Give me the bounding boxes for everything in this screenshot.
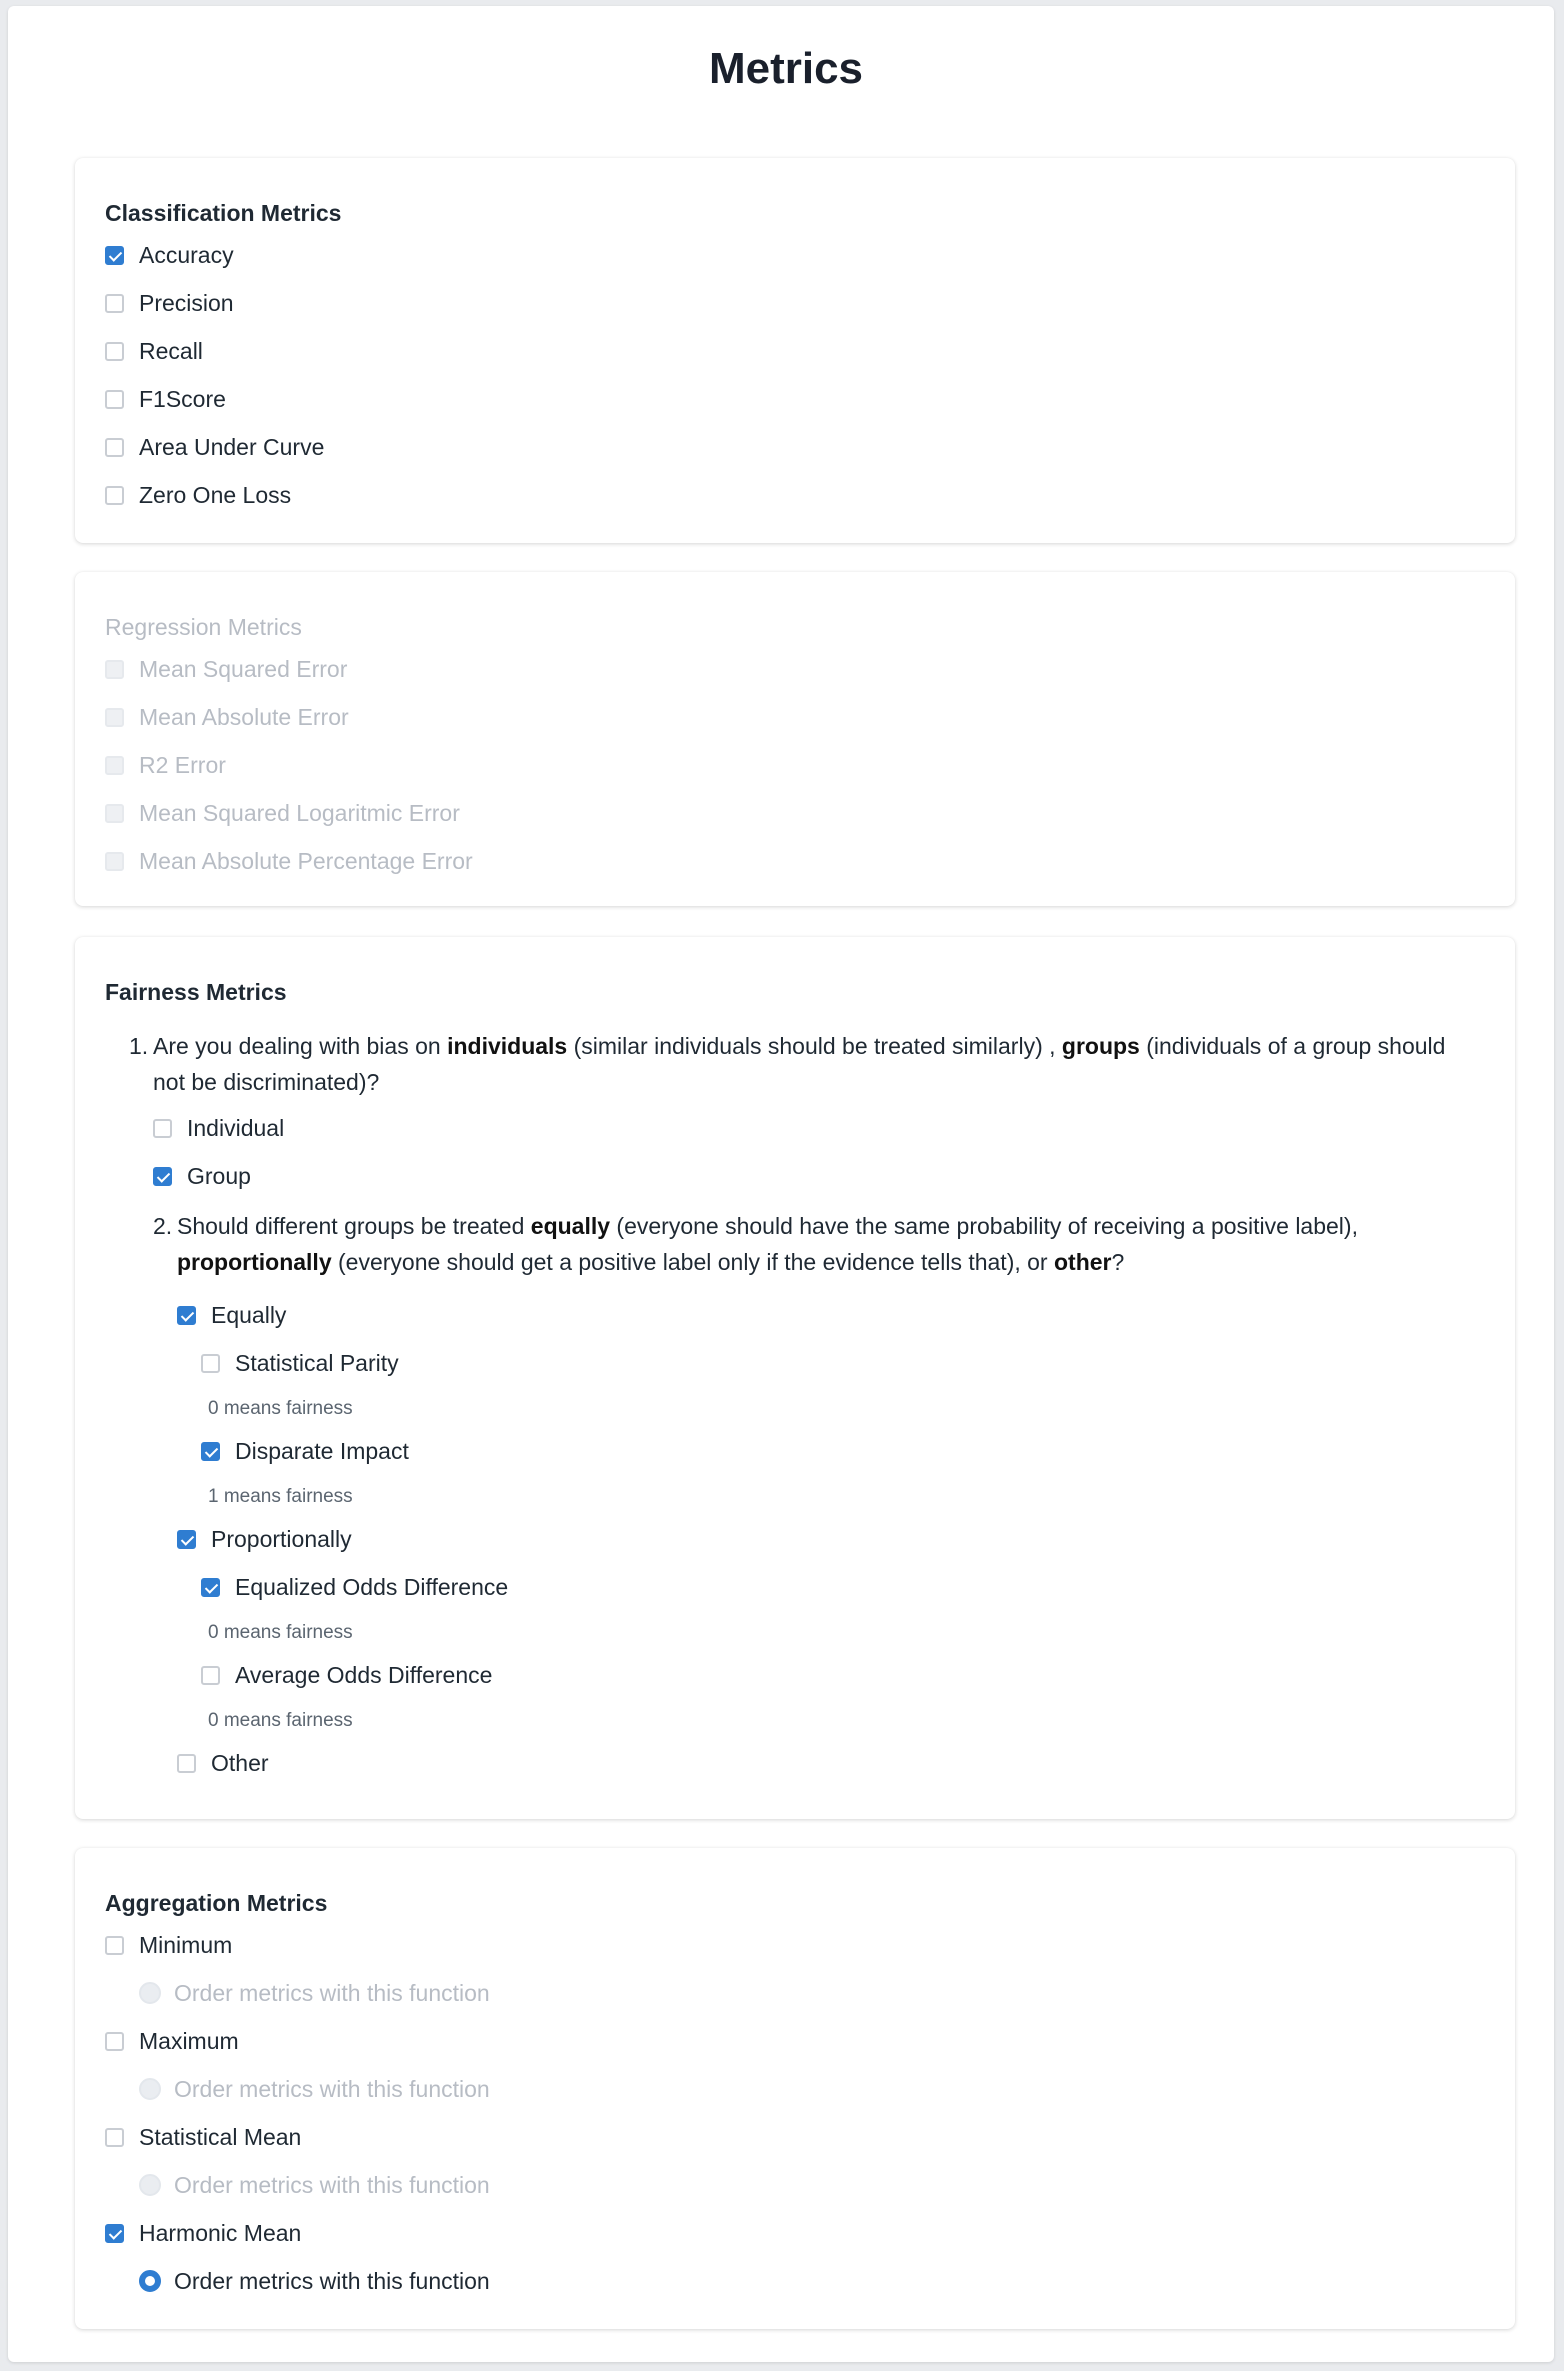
question-2-bold-proportionally: proportionally	[177, 1249, 332, 1275]
equally-checkbox[interactable]	[177, 1306, 196, 1325]
classification-metrics-card	[75, 158, 1515, 543]
area-under-curve-option[interactable]	[105, 430, 324, 464]
harmonic-mean-order-label: Order metrics with this function	[174, 2267, 490, 2294]
group-option[interactable]	[153, 1159, 251, 1193]
disparate-impact-checkbox[interactable]	[201, 1442, 220, 1461]
question-2-bold-equally: equally	[530, 1213, 611, 1239]
equalized-odds-difference-checkbox[interactable]	[201, 1578, 220, 1597]
mean-absolute-percentage-error-label: Mean Absolute Percentage Error	[139, 847, 473, 874]
question-1-text-c: (individuals of a group should not be discriminated)?	[153, 1033, 1446, 1095]
question-bias-type	[129, 1028, 1469, 1100]
zero-one-loss-label: Zero One Loss	[139, 481, 292, 508]
mean-absolute-error-label: Mean Absolute Error	[139, 703, 349, 730]
page-title: Metrics	[708, 44, 864, 93]
question-group-treatment	[153, 1208, 1473, 1280]
question-2-number: 2.	[153, 1213, 173, 1239]
recall-label: Recall	[139, 337, 203, 364]
regression-metrics-card	[75, 572, 1515, 906]
average-odds-difference-checkbox[interactable]	[201, 1666, 220, 1685]
mean-absolute-percentage-error-checkbox	[105, 852, 124, 871]
mean-squared-error-option	[105, 652, 347, 686]
mean-squared-error-checkbox	[105, 660, 124, 679]
recall-option[interactable]	[105, 334, 203, 368]
disparate-impact-hint: 1 means fairness	[208, 1486, 353, 1507]
r2-error-checkbox	[105, 756, 124, 775]
f1score-label: F1Score	[139, 385, 226, 412]
average-odds-difference-option[interactable]	[201, 1658, 492, 1692]
precision-checkbox[interactable]	[105, 294, 124, 313]
statistical-mean-option[interactable]	[105, 2120, 301, 2154]
question-2-text-d: ?	[1111, 1249, 1125, 1275]
minimum-option[interactable]	[105, 1928, 232, 1962]
minimum-order-option	[139, 1976, 490, 2010]
mean-absolute-error-option	[105, 700, 349, 734]
mean-squared-logaritmic-error-label: Mean Squared Logaritmic Error	[139, 799, 460, 826]
precision-label: Precision	[139, 289, 234, 316]
minimum-checkbox[interactable]	[105, 1936, 124, 1955]
area-under-curve-checkbox[interactable]	[105, 438, 124, 457]
maximum-order-label: Order metrics with this function	[174, 2075, 490, 2102]
mean-squared-logaritmic-error-checkbox	[105, 804, 124, 823]
harmonic-mean-order-radio[interactable]	[139, 2270, 161, 2292]
equalized-odds-difference-hint: 0 means fairness	[208, 1622, 353, 1643]
other-checkbox[interactable]	[177, 1754, 196, 1773]
accuracy-checkbox[interactable]	[105, 246, 124, 265]
recall-checkbox[interactable]	[105, 342, 124, 361]
statistical-parity-checkbox[interactable]	[201, 1354, 220, 1373]
question-2-bold-other: other	[1053, 1249, 1112, 1275]
statistical-mean-checkbox[interactable]	[105, 2128, 124, 2147]
question-1-number: 1.	[129, 1033, 149, 1059]
harmonic-mean-order-option[interactable]	[139, 2264, 490, 2298]
group-label: Group	[187, 1162, 251, 1189]
maximum-option[interactable]	[105, 2024, 239, 2058]
other-label: Other	[211, 1749, 269, 1776]
mean-absolute-percentage-error-option	[105, 844, 473, 878]
harmonic-mean-label: Harmonic Mean	[139, 2219, 302, 2246]
proportionally-checkbox[interactable]	[177, 1530, 196, 1549]
mean-absolute-error-checkbox	[105, 708, 124, 727]
mean-squared-logaritmic-error-option	[105, 796, 460, 830]
r2-error-label: R2 Error	[139, 751, 226, 778]
minimum-order-radio	[139, 1982, 161, 2004]
fairness-metrics-card	[75, 937, 1515, 1819]
statistical-mean-order-option	[139, 2168, 490, 2202]
zero-one-loss-option[interactable]	[105, 478, 291, 512]
f1score-option[interactable]	[105, 382, 226, 416]
mean-squared-error-label: Mean Squared Error	[139, 655, 348, 682]
group-checkbox[interactable]	[153, 1167, 172, 1186]
individual-option[interactable]	[153, 1111, 284, 1145]
proportionally-label: Proportionally	[211, 1525, 352, 1552]
statistical-parity-label: Statistical Parity	[235, 1349, 399, 1376]
maximum-label: Maximum	[139, 2027, 239, 2054]
equally-label: Equally	[211, 1301, 287, 1328]
r2-error-option	[105, 748, 226, 782]
question-1-bold-groups: groups	[1061, 1033, 1140, 1059]
question-2-text-b: (everyone should have the same probability of receiving a positive label),	[610, 1213, 1358, 1239]
aggregation-metrics-title: Aggregation Metrics	[105, 1890, 328, 1916]
question-2-text-c: (everyone should get a positive label only if the evidence tells that), or	[331, 1249, 1054, 1275]
fairness-metrics-title: Fairness Metrics	[105, 979, 287, 1005]
equalized-odds-difference-label: Equalized Odds Difference	[235, 1573, 509, 1600]
disparate-impact-option[interactable]	[201, 1434, 409, 1468]
statistical-mean-order-radio	[139, 2174, 161, 2196]
zero-one-loss-checkbox[interactable]	[105, 486, 124, 505]
statistical-parity-hint: 0 means fairness	[208, 1398, 353, 1419]
statistical-mean-label: Statistical Mean	[139, 2123, 302, 2150]
equalized-odds-difference-option[interactable]	[201, 1570, 508, 1604]
average-odds-difference-label: Average Odds Difference	[235, 1661, 493, 1688]
maximum-order-radio	[139, 2078, 161, 2100]
disparate-impact-label: Disparate Impact	[235, 1437, 409, 1464]
accuracy-option[interactable]	[105, 238, 234, 272]
individual-checkbox[interactable]	[153, 1119, 172, 1138]
statistical-mean-order-label: Order metrics with this function	[174, 2171, 490, 2198]
question-1-text-b: (similar individuals should be treated similarly) ,	[567, 1033, 1062, 1059]
equally-option[interactable]	[177, 1298, 286, 1332]
maximum-checkbox[interactable]	[105, 2032, 124, 2051]
average-odds-difference-hint: 0 means fairness	[208, 1710, 353, 1731]
classification-metrics-title: Classification Metrics	[105, 200, 342, 226]
harmonic-mean-option[interactable]	[105, 2216, 301, 2250]
metrics-page	[8, 6, 1554, 2362]
regression-metrics-title: Regression Metrics	[105, 614, 302, 640]
f1score-checkbox[interactable]	[105, 390, 124, 409]
question-2-text-a: Should different groups be treated	[177, 1213, 531, 1239]
harmonic-mean-checkbox[interactable]	[105, 2224, 124, 2243]
other-option[interactable]	[177, 1746, 269, 1780]
individual-label: Individual	[187, 1114, 285, 1141]
area-under-curve-label: Area Under Curve	[139, 433, 325, 460]
question-1-bold-individuals: individuals	[447, 1033, 568, 1059]
statistical-parity-option[interactable]	[201, 1346, 399, 1380]
accuracy-label: Accuracy	[139, 241, 234, 268]
precision-option[interactable]	[105, 286, 234, 320]
maximum-order-option	[139, 2072, 490, 2106]
aggregation-metrics-card	[75, 1848, 1515, 2329]
minimum-label: Minimum	[139, 1931, 233, 1958]
minimum-order-label: Order metrics with this function	[174, 1979, 490, 2006]
question-1-text-a: Are you dealing with bias on	[153, 1033, 448, 1059]
proportionally-option[interactable]	[177, 1522, 352, 1556]
